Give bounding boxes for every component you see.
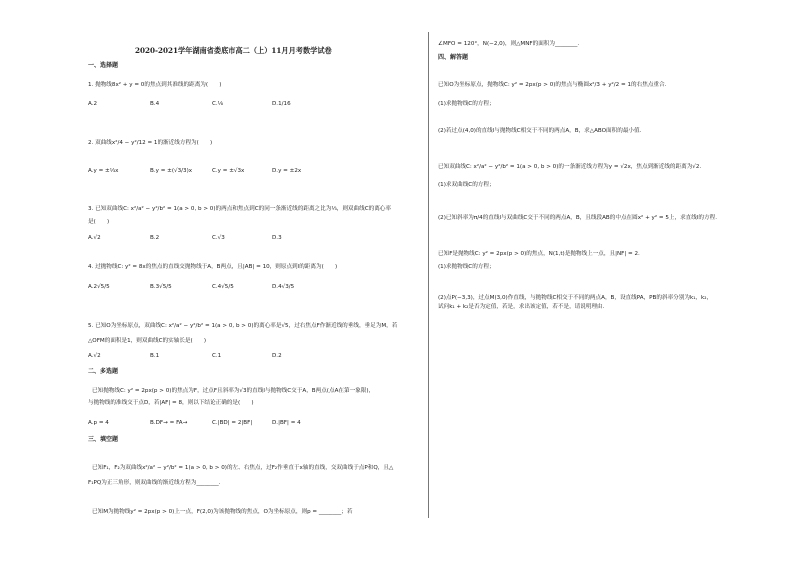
question-4: 4. 过抛物线C: y² = 8x的焦点的直线交抛物线于A，B两点，且|AB| = 10，则原点到l的距离为( ) [88, 264, 338, 270]
solve-3-part2-line2: 试问k₁ + k₂是否为定值，若是，求出该定值，若不是，请说明理由. [438, 304, 605, 310]
m1-option-a: A.p = 4 [88, 420, 109, 426]
q2-option-d: D.y = ±2x [272, 168, 302, 174]
q4-option-a: A.2√5/5 [88, 284, 110, 290]
solve-1-intro: 已知O为坐标原点，抛物线C: y² = 2px(p > 0)的焦点与椭圆x²/3 + y²/2 = 1的右焦点重合. [438, 82, 667, 88]
question-5-line2: △OFM的面积是1，则双曲线C的实轴长是( ) [88, 338, 207, 344]
m1-option-b: B.DF→ = FA→ [150, 420, 188, 426]
m1-option-d: D.|BF| = 4 [272, 420, 301, 426]
question-2: 2. 双曲线x²/4 − y²/12 = 1的渐近线方程为( ) [88, 140, 213, 146]
solve-3-intro: 已知F是抛物线C: y² = 2px(p > 0)的焦点，N(1,t)是抛物线上一点，且|NF| = 2. [438, 251, 640, 257]
fill-question-1-line2: F₁PQ为正三角形，则双曲线的渐近线方程为________. [88, 480, 221, 486]
q2-option-a: A.y = ±⅓x [88, 168, 119, 174]
q1-option-d: D.1/16 [272, 101, 291, 107]
q4-option-c: C.4√5/5 [212, 284, 234, 290]
q5-option-c: C.1 [212, 353, 222, 359]
fill-question-1-line1: 已知F₁，F₂为双曲线x²/a² − y²/b² = 1(a > 0, b > 0)的左、右焦点，过F₂作垂直于x轴的直线，交双曲线于点P和Q，且△ [92, 465, 394, 471]
solve-2-part1: (1)求双曲线C的方程； [438, 182, 495, 188]
q3-option-c: C.√3 [212, 235, 225, 241]
q3-option-a: A.√2 [88, 235, 101, 241]
question-5-line1: 5. 已知O为坐标原点，双曲线C: x²/a² − y²/b² = 1(a > 0, b > 0)的离心率是√5，过右焦点F作渐近线的垂线，垂足为M，若 [88, 323, 398, 329]
q5-option-d: D.2 [272, 353, 282, 359]
q2-option-c: C.y = ±√3x [212, 168, 245, 174]
q1-option-b: B.4 [150, 101, 160, 107]
section-choice-heading: 一、选择题 [88, 62, 119, 69]
q1-option-a: A.2 [88, 101, 98, 107]
section-fill-heading: 三、填空题 [88, 436, 119, 443]
q5-option-a: A.√2 [88, 353, 101, 359]
solve-3-part2-line1: (2)点P(−3,3)，过点M(3,0)作直线，与抛物线C相交于不同的两点A，B，设直线PA，PB的斜率分别为k₁，k₂， [438, 295, 713, 301]
multi-question-line1: 已知抛物线C: y² = 2px(p > 0)的焦点为F，过点F且斜率为√3的直线l与抛物线C交于A，B两点(点A在第一象限)， [92, 388, 375, 394]
q1-option-c: C.⅛ [212, 101, 224, 107]
fill-question-2-continued: ∠MFO = 120°，N(−2,0)，则△MNF的面积为________. [438, 41, 580, 47]
solve-3-part1: (1)求抛物线C的方程； [438, 264, 495, 270]
solve-1-part1: (1)求抛物线C的方程； [438, 101, 495, 107]
question-1: 1. 抛物线8x² + y = 0的焦点到其准线的距离为( ) [88, 82, 222, 88]
question-3-line1: 3. 已知双曲线C: x²/a² − y²/b² = 1(a > 0, b > 0)的两点和焦点到C的同一条渐近线的距离之比为⅓，则双曲线C的离心率 [88, 206, 391, 212]
q5-option-b: B.1 [150, 353, 160, 359]
q3-option-d: D.3 [272, 235, 282, 241]
section-solve-heading: 四、解答题 [438, 54, 469, 61]
solve-2-intro: 已知双曲线C: x²/a² − y²/b² = 1(a > 0, b > 0)的一条渐近线方程为y = √2x，焦点到渐近线的距离为√2. [438, 164, 702, 170]
solve-2-part2: (2)已知斜率为π/4的直线l与双曲线C交于不同的两点A，B，且线段AB的中点在圆x² + y² = 5上，求直线l的方程. [438, 215, 717, 221]
column-divider [428, 32, 429, 518]
solve-1-part2: (2)若过点(4,0)的直线l与抛物线C相交于不同的两点A，B，求△ABO面积的最小值. [438, 128, 642, 134]
question-3-line2: 是( ) [88, 219, 110, 225]
multi-question-line2: 与抛物线的准线交于点D，若|AF| = 8，则以下结论正确的是( ) [88, 400, 254, 406]
m1-option-c: C.|BD| = 2|BF| [212, 420, 253, 426]
fill-question-2: 已知M为抛物线y² = 2px(p > 0)上一点，F(2,0)为该抛物线的焦点，O为坐标原点，则p = ________；若 [92, 509, 353, 515]
q3-option-b: B.2 [150, 235, 160, 241]
q2-option-b: B.y = ±(√3/3)x [150, 168, 193, 174]
page-title: 2020-2021学年湖南省娄底市高二（上）11月月考数学试卷 [135, 46, 332, 55]
section-multi-heading: 二、多选题 [88, 368, 119, 375]
q4-option-d: D.4√3/5 [272, 284, 295, 290]
q4-option-b: B.3√5/5 [150, 284, 172, 290]
